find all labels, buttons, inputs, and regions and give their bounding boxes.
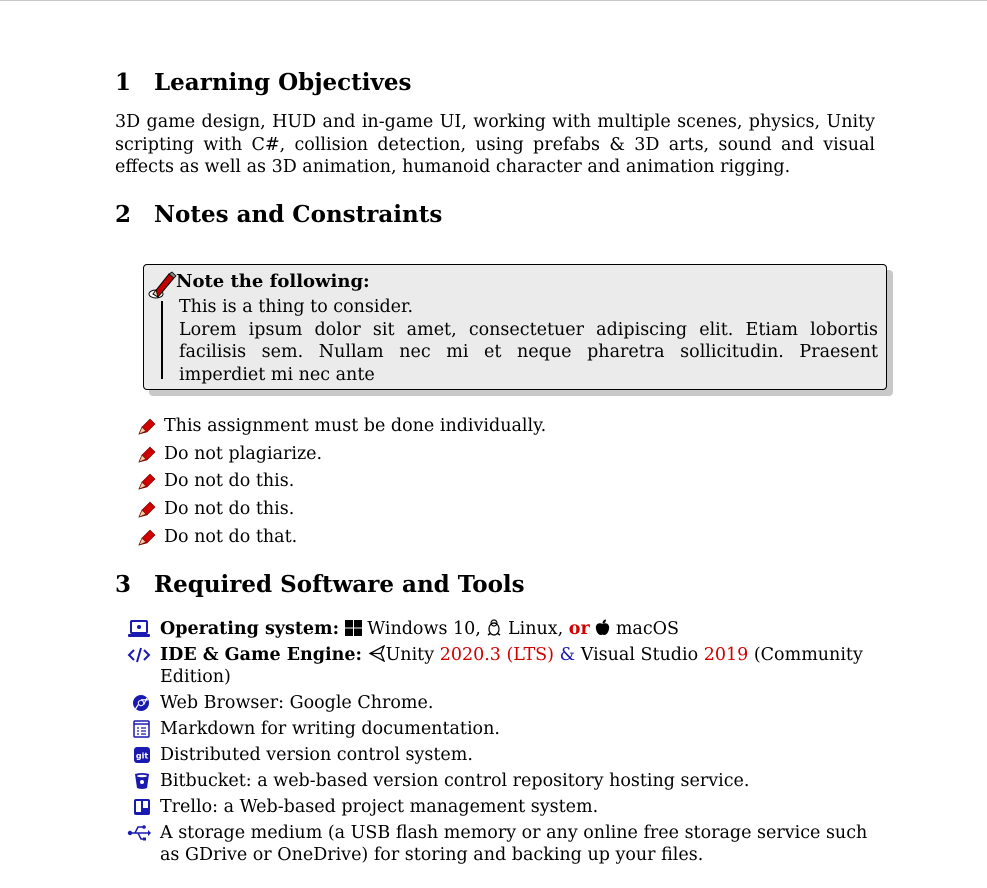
unity-icon: [368, 645, 386, 662]
red-pencil-bullet-icon: [137, 500, 157, 520]
section-heading-1: 1 Learning Objectives: [115, 69, 412, 96]
laptop-icon: [127, 620, 151, 638]
red-pencil-bullet-icon: [137, 445, 157, 465]
document-list-icon: [127, 720, 151, 738]
windows-icon: [345, 620, 362, 636]
chrome-icon: [127, 694, 151, 712]
note-line-1: This is a thing to consider.: [179, 297, 414, 317]
objectives-paragraph: 3D game design, HUD and in-game UI, working with multiple scenes, physics, Unity scripting with C#, collision detection, using prefabs & 3D arts, sound and visual effects as well as 3D animation, humanoid character and animation rigging.: [115, 112, 875, 177]
note-rule: [161, 301, 163, 379]
red-pencil-bullet-icon: [137, 472, 157, 492]
trello-icon: [127, 798, 151, 816]
note-body: [179, 296, 878, 386]
pencil-icon: [147, 270, 177, 300]
note-box: [143, 264, 887, 390]
code-icon: [127, 646, 151, 664]
apple-icon: [595, 619, 610, 636]
top-rule: [0, 0, 987, 1]
svg-text:git: git: [135, 751, 149, 761]
git-icon: [127, 746, 151, 764]
bitbucket-icon: [127, 772, 151, 790]
note-title: Note the following:: [176, 271, 370, 292]
section-heading-3: 3 Required Software and Tools: [115, 571, 525, 598]
section-heading-2: 2 Notes and Constraints: [115, 201, 443, 228]
usb-icon: [127, 824, 151, 842]
note-line-2: Lorem ipsum dolor sit amet, consectetuer adipiscing elit. Etiam lobortis facilisis sem. Nullam nec mi et neque pharetra sollicitudin. Praesent imperdiet mi nec ante: [179, 319, 878, 385]
red-pencil-bullet-icon: [137, 528, 157, 548]
linux-icon: [486, 619, 502, 636]
red-pencil-bullet-icon: [137, 417, 157, 437]
